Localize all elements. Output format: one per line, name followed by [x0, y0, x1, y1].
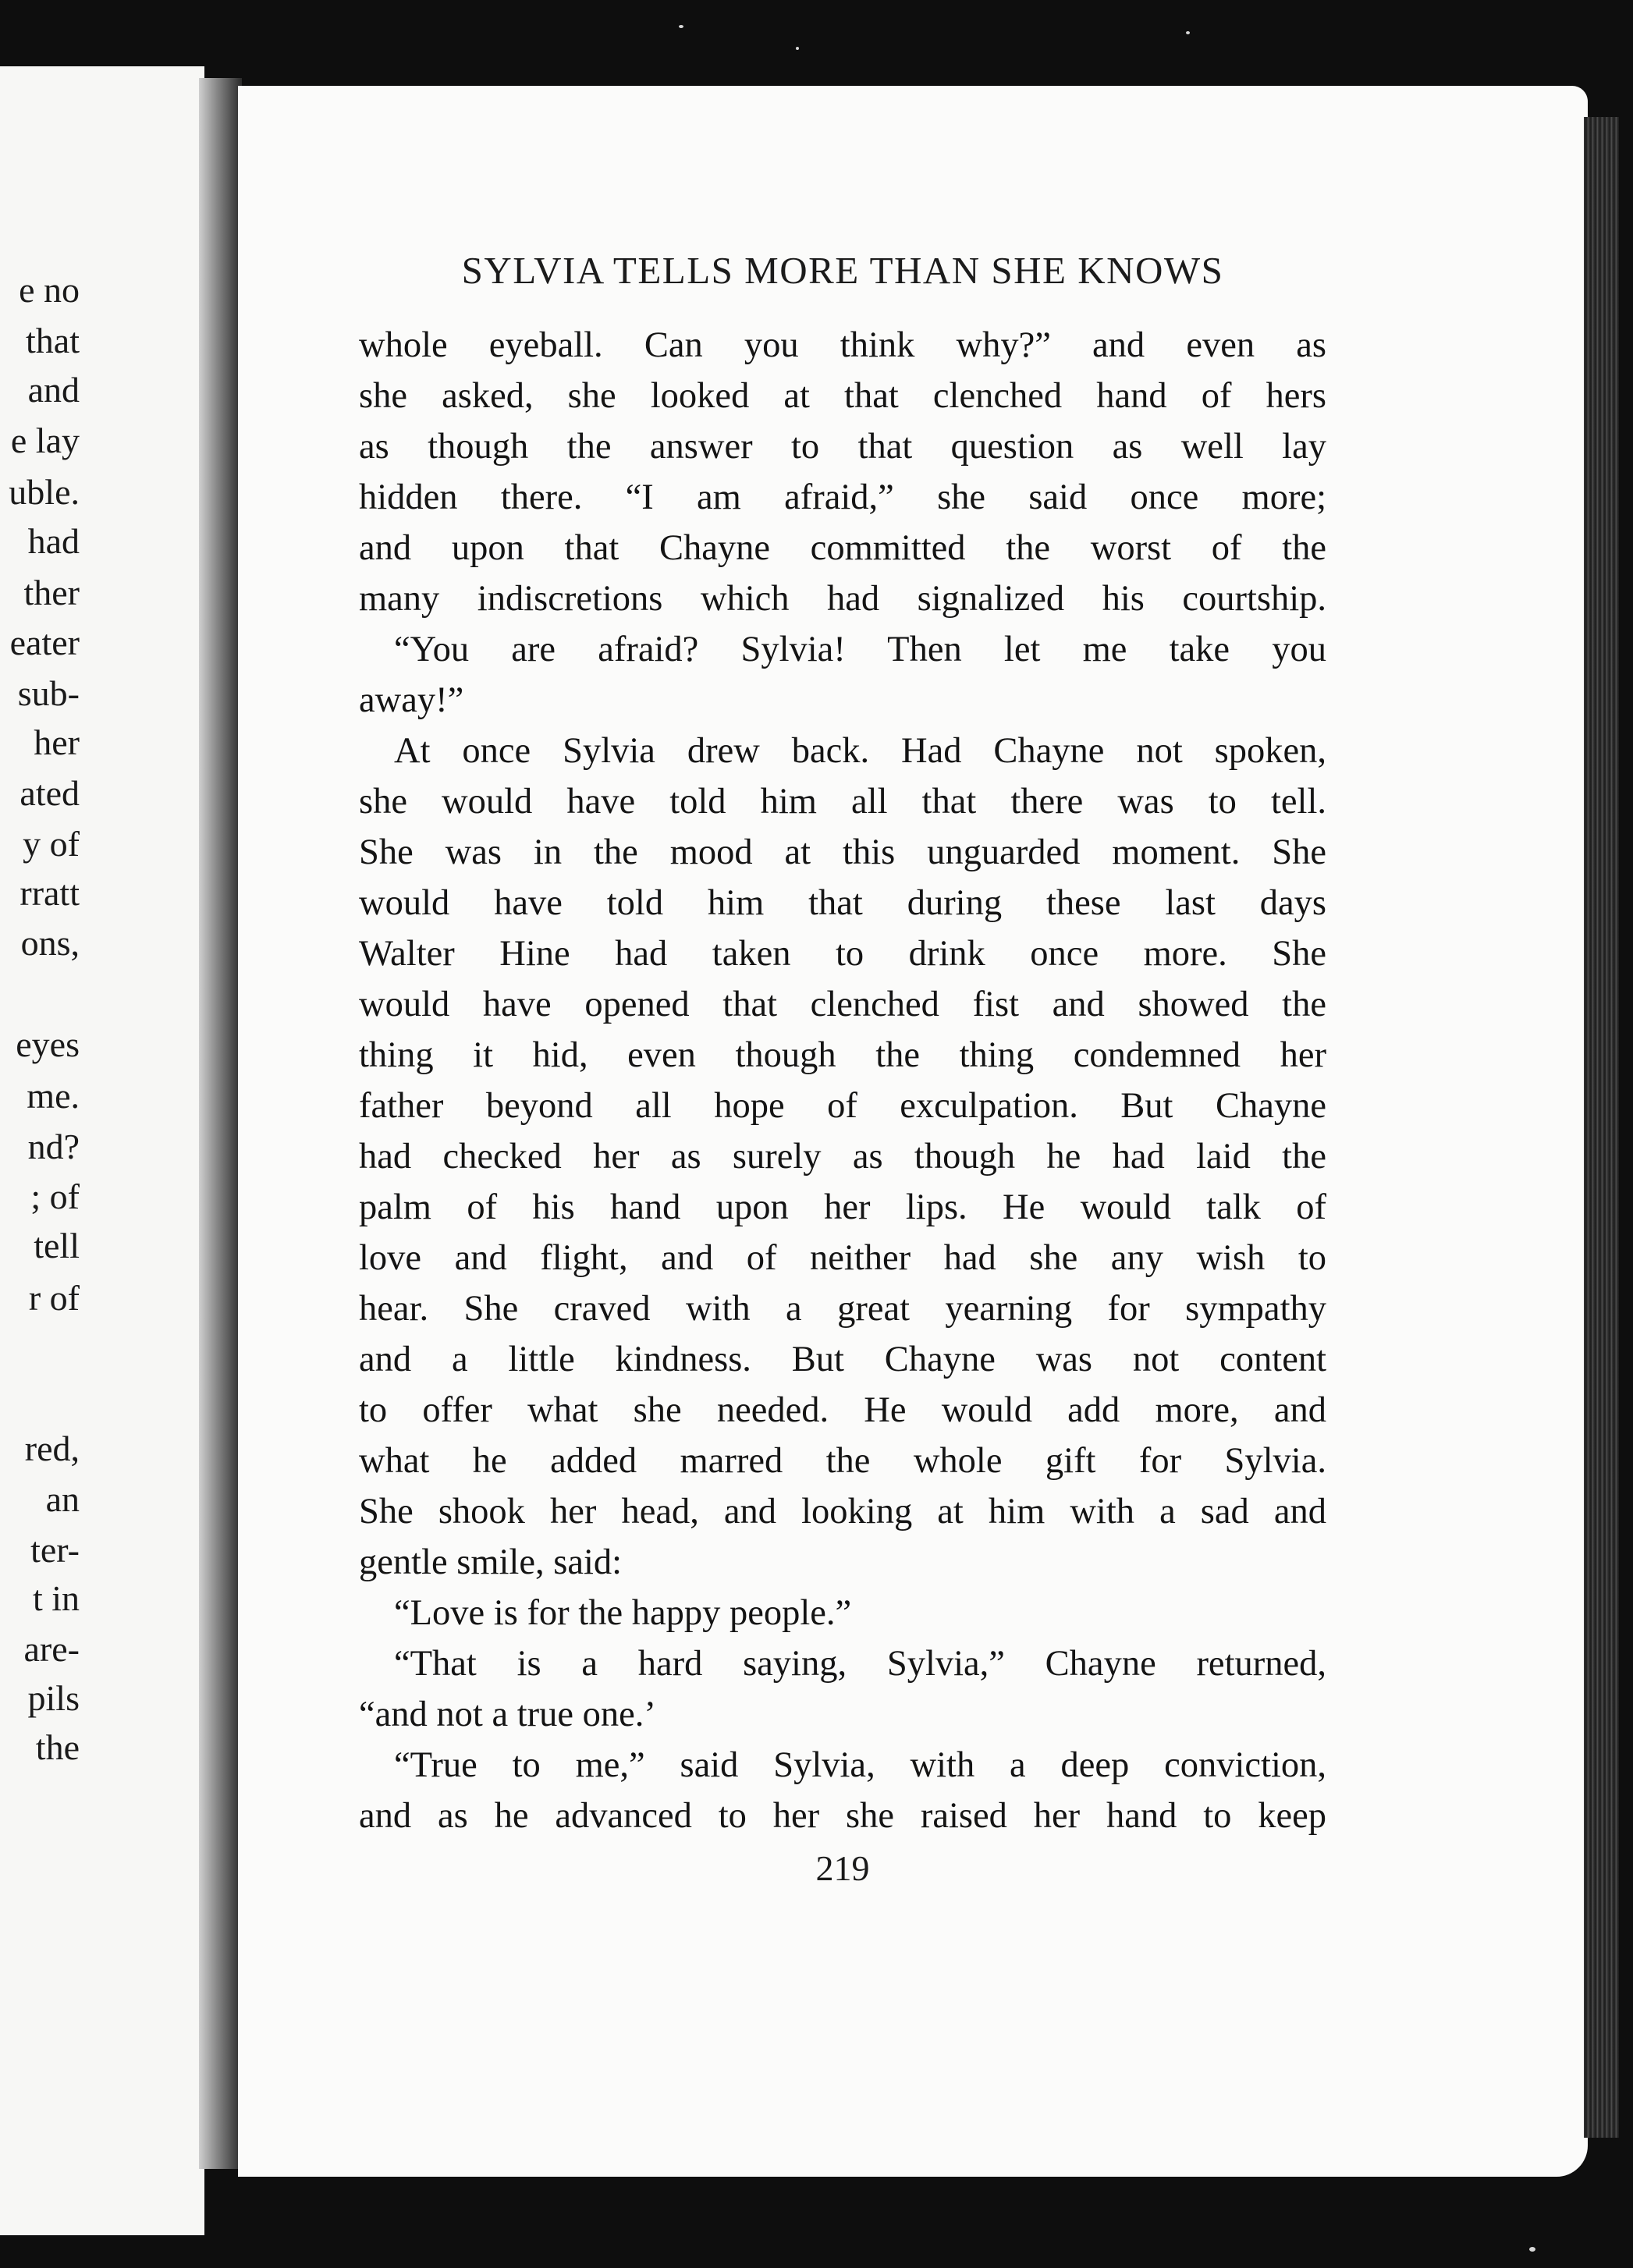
page-edge	[1584, 117, 1619, 2138]
text-line: away!”	[359, 680, 464, 720]
left-page	[0, 66, 204, 2235]
gutter-shadow	[199, 78, 242, 2169]
dust-speck	[1529, 2247, 1535, 2252]
text-line: would have opened that clenched fist and showed the	[359, 985, 1326, 1024]
text-line: hear. She craved with a great yearning for sympathy	[359, 1289, 1326, 1329]
left-page-line-fragment: eyes	[16, 1024, 80, 1064]
left-page-line-fragment: y of	[23, 824, 80, 864]
text-line: thing it hid, even though the thing condemned her	[359, 1035, 1326, 1075]
left-page-line-fragment: uble.	[9, 472, 80, 512]
text-line: She shook her head, and looking at him with a sad and	[359, 1492, 1326, 1532]
text-line: would have told him that during these last days	[359, 883, 1326, 923]
page-number: 219	[815, 1848, 870, 1888]
text-line: she asked, she looked at that clenched hand of hers	[359, 376, 1326, 416]
text-line: “Love is for the happy people.”	[394, 1593, 852, 1633]
text-line: whole eyeball. Can you think why?” and even as	[359, 325, 1326, 365]
dust-speck	[796, 47, 799, 50]
text-line: and as he advanced to her she raised her hand to keep	[359, 1796, 1326, 1836]
left-page-line-fragment: e no	[19, 270, 80, 310]
left-page-line-fragment: an	[45, 1479, 80, 1519]
text-line: love and flight, and of neither had she any wish to	[359, 1238, 1326, 1278]
text-line: what he added marred the whole gift for Sylvia.	[359, 1441, 1326, 1481]
text-line: hidden there. “I am afraid,” she said once more;	[359, 477, 1326, 517]
left-page-line-fragment: had	[27, 521, 80, 561]
left-page-line-fragment: red,	[24, 1429, 80, 1468]
text-line: Walter Hine had taken to drink once more. She	[359, 934, 1326, 974]
text-line: father beyond all hope of exculpation. But Chayne	[359, 1086, 1326, 1126]
text-line: and upon that Chayne committed the worst of the	[359, 528, 1326, 568]
text-line: gentle smile, said:	[359, 1542, 623, 1582]
left-page-line-fragment: pils	[27, 1678, 80, 1718]
left-page-line-fragment: and	[27, 370, 80, 410]
left-page-line-fragment: sub-	[17, 673, 80, 713]
left-page-line-fragment: ther	[23, 573, 80, 612]
left-page-line-fragment: ; of	[30, 1177, 80, 1216]
text-line: “and not a true one.’	[359, 1695, 656, 1734]
left-page-line-fragment: t in	[32, 1578, 80, 1618]
text-line: At once Sylvia drew back. Had Chayne not spoken,	[394, 731, 1326, 771]
text-line: had checked her as surely as though he had laid the	[359, 1137, 1326, 1177]
left-page-line-fragment: are-	[23, 1629, 80, 1669]
left-page-line-fragment: tell	[34, 1226, 80, 1265]
left-page-line-fragment: e lay	[10, 421, 80, 460]
text-line: “That is a hard saying, Sylvia,” Chayne returned,	[394, 1644, 1326, 1684]
running-head: SYLVIA TELLS MORE THAN SHE KNOWS	[461, 249, 1224, 292]
text-line: to offer what she needed. He would add more, and	[359, 1390, 1326, 1430]
text-line: and a little kindness. But Chayne was not content	[359, 1340, 1326, 1379]
text-line: as though the answer to that question as well lay	[359, 427, 1326, 467]
left-page-line-fragment: that	[26, 321, 80, 360]
left-page-line-fragment: me.	[27, 1076, 80, 1116]
left-page-line-fragment: rratt	[20, 873, 80, 913]
left-page-line-fragment: ated	[20, 773, 80, 813]
left-page-line-fragment: the	[35, 1727, 80, 1767]
body-text	[359, 320, 1326, 1841]
text-line: “You are afraid? Sylvia! Then let me take you	[394, 630, 1326, 669]
dust-speck	[679, 25, 683, 28]
text-line: many indiscretions which had signalized his courtship.	[359, 579, 1326, 619]
left-page-line-fragment: eater	[9, 623, 80, 662]
dust-speck	[1186, 31, 1190, 34]
left-page-line-fragment: r of	[28, 1278, 80, 1318]
left-page-line-fragment: her	[34, 722, 80, 762]
left-page-line-fragment: nd?	[27, 1127, 80, 1166]
text-line: palm of his hand upon her lips. He would talk of	[359, 1187, 1326, 1227]
text-line: She was in the mood at this unguarded moment. She	[359, 832, 1326, 872]
left-page-line-fragment: ons,	[20, 923, 80, 963]
left-page-line-fragment: ter-	[30, 1530, 80, 1570]
text-line: she would have told him all that there was to tell.	[359, 782, 1326, 822]
text-line: “True to me,” said Sylvia, with a deep conviction,	[394, 1745, 1326, 1785]
